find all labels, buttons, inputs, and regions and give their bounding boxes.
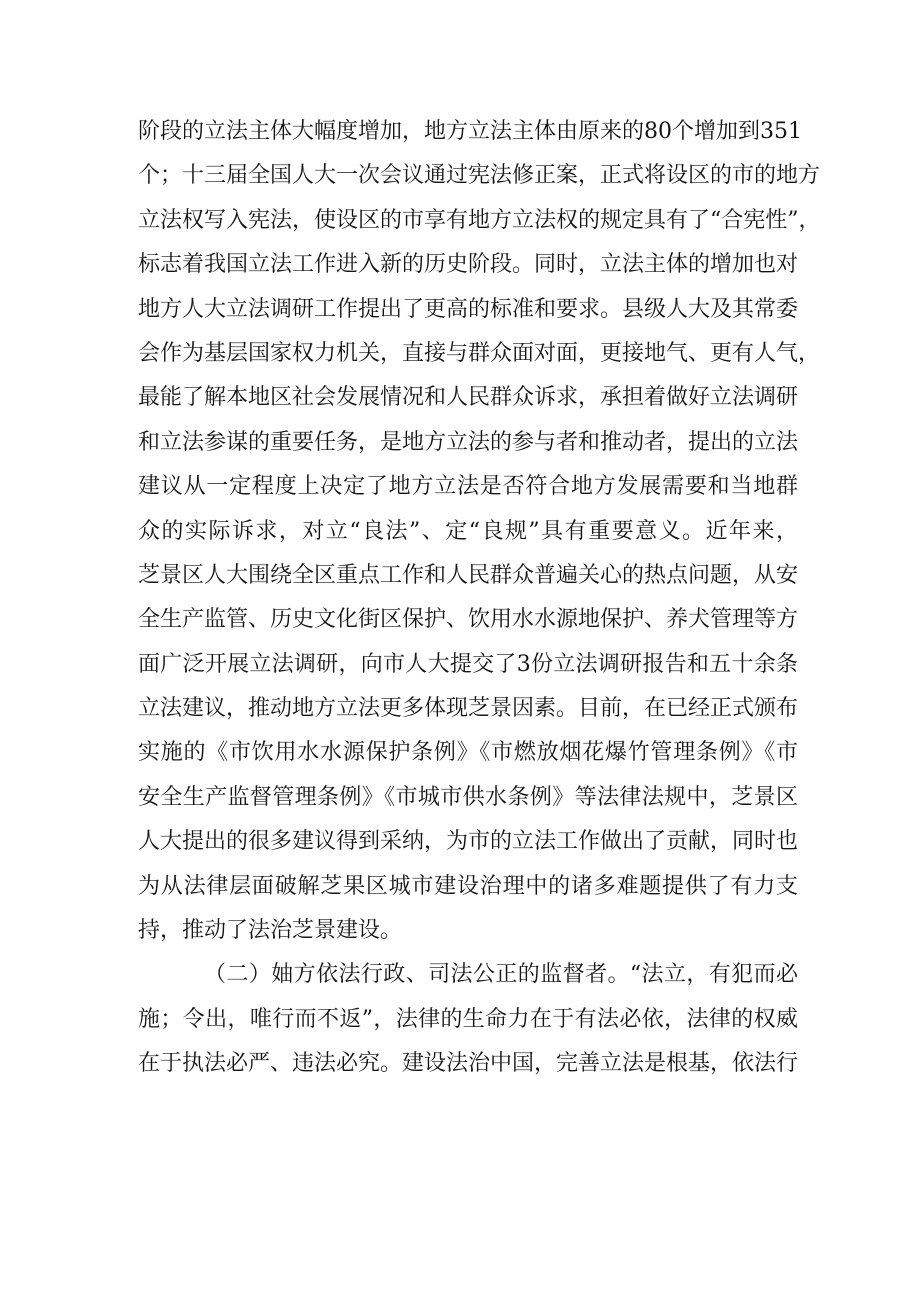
paragraph-line: 和立法参谋的重要任务，是地方立法的参与者和推动者，提出的立法 xyxy=(138,429,799,455)
paragraph-line: 芝景区人大围绕全区重点工作和人民群众普遍关心的热点问题，从安 xyxy=(138,562,799,588)
paragraph-line: 建议从一定程度上决定了地方立法是否符合地方发展需要和当地群 xyxy=(138,474,798,500)
paragraph-line: 施；令出，唯行而不返”，法律的生命力在于有法必依，法律的权威 xyxy=(138,1006,798,1032)
paragraph-line: 为从法律层面破解芝果区城市建设治理中的诸多难题提供了有力支 xyxy=(138,873,798,899)
paragraph-line: 地方人大立法调研工作提出了更高的标准和要求。县级人大及其常委 xyxy=(138,296,799,322)
paragraph-line: 安全生产监督管理条例》《市城市供水条例》等法律法规中，芝景区 xyxy=(138,784,798,810)
paragraph-line: 标志着我国立法工作进入新的历史阶段。同时，立法主体的增加也对 xyxy=(138,252,799,278)
paragraph-line: 立法权写入宪法，使设区的市享有地方立法权的规定具有了“合宪性”， xyxy=(138,207,821,233)
paragraph-line: 在于执法必严、违法必究。建设法治中国，完善立法是根基，依法行 xyxy=(138,1051,799,1077)
paragraph-line: 众的实际诉求，对立“良法”、定“良规”具有重要意义。近年来， xyxy=(138,518,798,544)
paragraph-line: 会作为基层国家权力机关，直接与群众面对面，更接地气、更有人气， xyxy=(138,340,821,366)
paragraph-1 xyxy=(138,110,821,953)
paragraph-line: 立法建议，推动地方立法更多体现芝景因素。目前，在已经正式颁布 xyxy=(138,696,799,722)
paragraph-line: 人大提出的很多建议得到采纳，为市的立法工作做出了贡献，同时也 xyxy=(138,829,799,855)
body-text xyxy=(138,110,821,1087)
paragraph-line: 阶段的立法主体大幅度增加，地方立法主体由原来的80个增加到351 xyxy=(138,119,802,144)
paragraph-line: 个；十三届全国人大一次会议通过宪法修正案，正式将设区的市的地方 xyxy=(138,163,821,189)
paragraph-line: （二）妯方依法行政、司法公正的监督者。“法立，有犯而必 xyxy=(204,962,798,988)
paragraph-line: 全生产监管、历史文化街区保护、饮用水水源地保护、养犬管理等方 xyxy=(138,607,799,633)
paragraph-line: 面广泛开展立法调研，向市人大提交了3份立法调研报告和五十余条 xyxy=(138,651,798,677)
paragraph-2 xyxy=(138,953,798,1086)
paragraph-line: 实施的《市饮用水水源保护条例》《市燃放烟花爆竹管理条例》《市 xyxy=(138,740,798,766)
paragraph-line: 持，推动了法治芝景建设。 xyxy=(138,918,403,944)
paragraph-line: 最能了解本地区社会发展情况和人民群众诉求，承担着做好立法调研 xyxy=(138,385,799,411)
